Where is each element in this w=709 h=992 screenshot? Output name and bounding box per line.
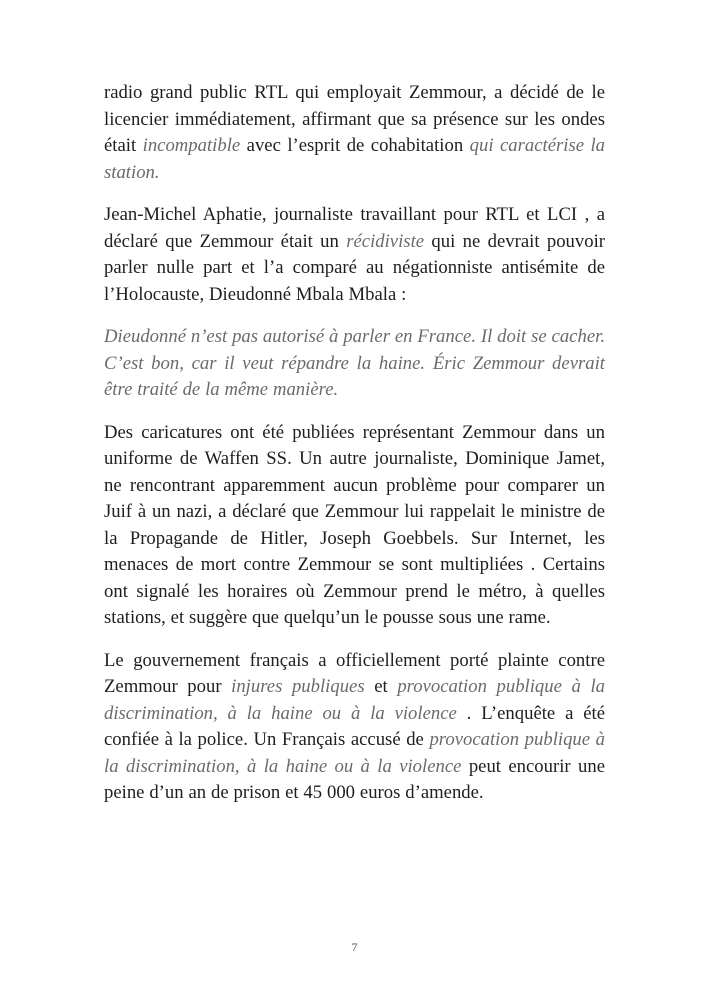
paragraph-government-complaint xyxy=(104,648,605,807)
text-segment: Jean-Michel Aphatie, journaliste travaillant pour RTL et LCI , a déclaré que Zemmour était un xyxy=(104,204,605,252)
text-segment: . L’enquête a été confiée à la police. Un Français accusé de xyxy=(104,702,605,750)
quote-text: Dieudonné n’est pas autorisé à parler en France. Il doit se cacher. C’est bon, car il veut répandre la haine. Éric Zemmour devrait être traité de la même manière. xyxy=(104,326,605,400)
text-segment: Des caricatures ont été publiées représentant Zemmour dans un uniforme de Waffen SS. Un autre journaliste, Dominique Jamet, ne rencontrant apparemment aucun problème pour comparer un Juif à un nazi, a déclaré que Zemmour lui rappelait le ministre de la Propagande de Hitler, Joseph Goebbels. Sur Internet, les menaces de mort contre Zemmour se sont multipliées . Certains ont signalé les horaires où Zemmour prend le métro, à quelles stations, et suggère que quelqu’un le pousse sous une rame. xyxy=(104,421,605,628)
text-segment: avec l’esprit de cohabitation xyxy=(240,135,470,156)
paragraph-quote xyxy=(104,324,605,404)
text-segment: qui ne devrait pouvoir parler nulle part et l’a comparé au négationniste antisémite de l’Holocauste, Dieudonné Mbala Mbala : xyxy=(104,230,605,305)
text-segment-italic: provocation publique à la discrimination, à la haine ou à la violence xyxy=(104,729,605,777)
document-body xyxy=(104,80,605,807)
text-segment-italic: injures publiques xyxy=(231,676,365,697)
page-number: 7 xyxy=(351,940,358,954)
text-segment-italic: récidiviste xyxy=(346,230,425,252)
text-segment: et xyxy=(364,676,398,697)
paragraph-aphatie xyxy=(104,202,605,308)
text-segment-italic: provocation publique à la discrimination, à la haine ou à la violence xyxy=(104,676,605,724)
text-segment: peut encourir une peine d’un an de prison et 45 000 euros d’amende. xyxy=(104,755,605,803)
text-segment: radio grand public RTL qui employait Zemmour, a décidé de le licencier immédiatement, affirmant que sa présence sur les ondes était xyxy=(104,82,605,156)
text-segment-italic: incompatible xyxy=(142,135,241,156)
paragraph-rtl-dismissal xyxy=(104,80,605,186)
text-segment: Le gouvernement français a officiellement porté plainte contre Zemmour pour xyxy=(104,649,605,697)
paragraph-caricatures xyxy=(104,420,605,632)
text-segment-italic: qui caractérise la station. xyxy=(104,135,606,183)
